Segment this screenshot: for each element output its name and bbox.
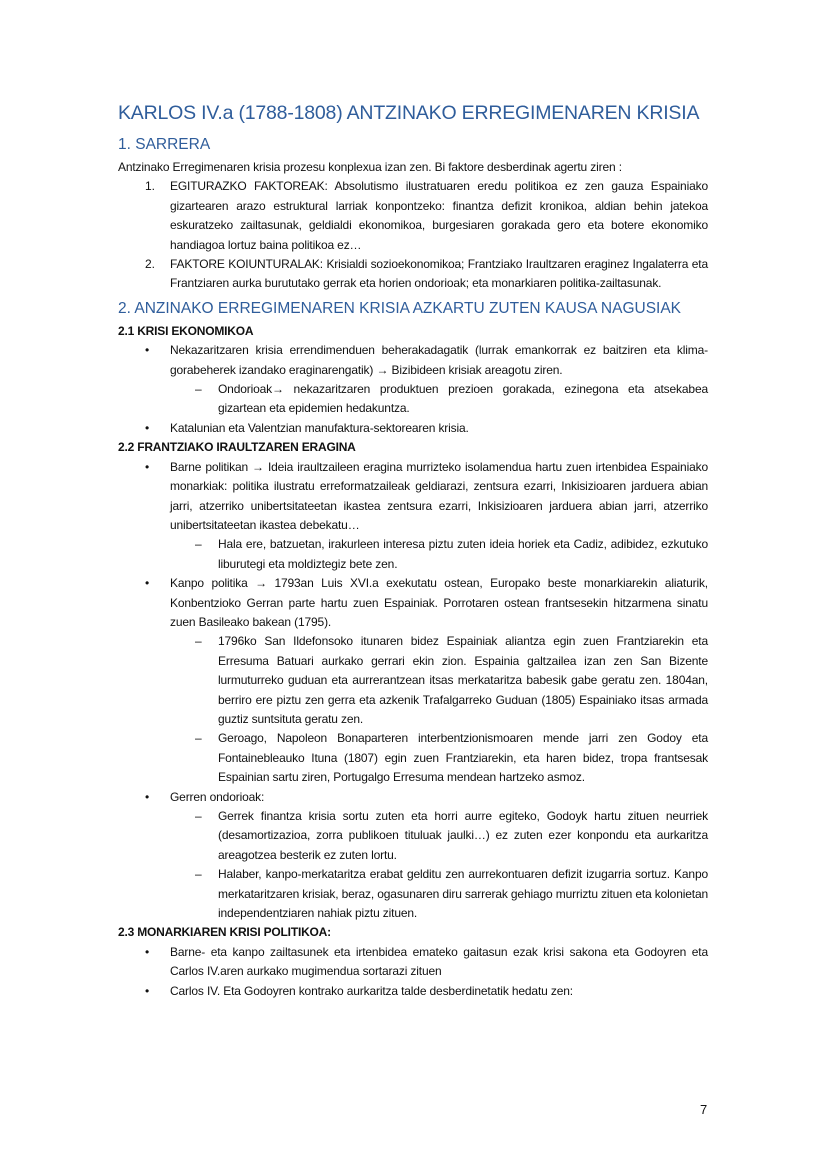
bullet-icon: • [145, 789, 150, 804]
list-item [118, 865, 708, 923]
list-item-text: Barne politikan → Ideia iraultzaileen eragina murrizteko isolamendua hartu zuen irtenbidea Espainiako monarkiak: politika ilustratu erreformatzaileak geldiarazi, zentsura ezarri, Inkisizioaren jarduera abian jarri, atzerriko unibertsitateetan ikastea zentsura ezarri, Inkisizioaren jarduera abian jarri, atzerriko unibertsitateetan ikastea debekatu… [170, 459, 708, 532]
subsection-heading: 2.3 MONARKIAREN KRISI POLITIKOA: [118, 925, 331, 940]
bullet-list [118, 943, 708, 1001]
list-item-text: Barne- eta kanpo zailtasunek eta irtenbidea emateko gaitasun ezak krisi sakona eta Godoyren eta Carlos IV.aren aurkako mugimendua sortarazi zituen [170, 944, 708, 979]
list-item-text: Ondorioak→ nekazaritzaren produktuen prezioen gorakada, ezinegona eta atsekabea gizartean eta epidemien hedakuntza. [218, 382, 708, 416]
list-item [118, 380, 708, 419]
bullet-icon: • [145, 343, 150, 358]
list-item-text: Katalunian eta Valentzian manufaktura-sektorearen krisia. [170, 420, 469, 435]
list-item [118, 574, 708, 632]
list-item [118, 788, 708, 807]
page-number: 7 [700, 1102, 708, 1117]
dash-icon: – [195, 867, 202, 882]
bullet-icon: • [145, 576, 150, 591]
section-heading-sarrera: 1. SARRERA [118, 136, 211, 153]
bullet-list [118, 341, 708, 438]
list-item-text: Nekazaritzaren krisia errendimenduen beherakadagatik (lurrak emankorrak ez baitziren eta klima-gorabeherek izandako eraginarengatik) → Bizibideen krisiak areagotu ziren. [170, 343, 708, 377]
section-heading-kausak: 2. ANZINAKO ERREGIMENAREN KRISIA AZKARTU ZUTEN KAUSA NAGUSIAK [118, 299, 682, 317]
list-item-text: Carlos IV. Eta Godoyren kontrako aurkaritza talde desberdinetatik hedatu zen: [170, 983, 573, 998]
factors-list [118, 177, 708, 293]
list-item [118, 982, 708, 1001]
intro-paragraph: Antzinako Erregimenaren krisia prozesu konplexua izan zen. Bi faktore desberdinak agertu ziren : [118, 160, 622, 174]
dash-icon: – [195, 634, 202, 649]
bullet-icon: • [145, 944, 150, 959]
list-item-text: EGITURAZKO FAKTOREAK: Absolutismo ilustratuaren eredu politikoa ez zen gauza Espainiako gizartearen arazo estruktural larriak konpontzeko: finantza defizit kronikoa, aldian behin jatekoa eskuratzeko zailtasunak, geldialdi ekonomikoa, burgesiaren gorakada gero eta botere ekonomiko handiagoa lortuz baina politikoa ez… [170, 179, 708, 252]
list-item-text: Hala ere, batzuetan, irakurleen interesa piztu zuten ideia horiek eta Cadiz, adibidez, ezkutuko liburutegi eta moldiztegiz bete zen. [218, 537, 708, 571]
list-item-text: 1796ko San Ildefonsoko itunaren bidez Espainiak aliantza egin zuen Frantziarekin eta Erresuma Batuari aurkako gerrari ekin zion. Espainia galtzailea izan zen San Bizente lurmuturreko guduan eta aurrerantzean itsas merkataritza babesik gabe geratu zen. 1804an, berriro ere piztu zen gerra eta azkenik Trafalgarreko Guduan (1805) Espainiako itsas armada guztiz suntsituta geratu zen. [218, 634, 708, 726]
list-number: 1. [145, 179, 156, 194]
list-item [118, 458, 708, 536]
list-item [118, 943, 708, 982]
list-item [118, 255, 708, 294]
list-item [118, 535, 708, 574]
list-item [118, 177, 708, 255]
bullet-icon: • [145, 459, 150, 474]
list-item-text: Geroago, Napoleon Bonaparteren interbentzionismoaren mende jarri zen Godoy eta Fontainebleauko Ituna (1807) egin zuen Frantziarekin, eta haren bidez, tropa frantsesak Espainian sartu ziren, Portugalgo Erresuma mendean hartzeko asmoz. [218, 731, 708, 785]
document-title: KARLOS IV.a (1788-1808) ANTZINAKO ERREGIMENAREN KRISIA [118, 102, 700, 124]
list-item-text: Halaber, kanpo-merkataritza erabat gelditu zen aurrekontuaren defizit izugarria sortuz. Kanpo merkataritzaren krisiak, beraz, ogasunaren diru sarrerak gehiago murriztu zituen eta kolonietan independentziaren nahiak piztu zituen. [218, 867, 709, 921]
dash-icon: – [195, 809, 202, 823]
dash-icon: – [195, 731, 202, 746]
list-number: 2. [145, 257, 156, 272]
dash-icon: – [195, 382, 202, 397]
list-item-text: Kanpo politika → 1793an Luis XVI.a exekutatu ostean, Europako beste monarkiarekin aliaturik, Konbentzioko Gerran parte hartu zuen Espainiak. Porrotaren ostean frantsesekin hitzarmena sinatu zuen Basileako bakean (1795). [170, 576, 708, 629]
subsection-heading: 2.1 KRISI EKONOMIKOA [118, 323, 254, 338]
bullet-icon: • [145, 983, 150, 998]
list-item-text: FAKTORE KOIUNTURALAK: Krisialdi sozioekonomikoa; Frantziako Iraultzaren eraginez Ingalaterra eta Frantziaren aurka burututako gerrak eta horien ondorioak; eta monarkiaren politika-zailtasunak. [170, 257, 708, 291]
bullet-icon: • [145, 420, 150, 435]
subsection-heading: 2.2 FRANTZIAKO IRAULTZAREN ERAGINA [118, 440, 356, 455]
dash-icon: – [195, 537, 202, 552]
list-item [118, 632, 708, 729]
list-item [118, 729, 708, 787]
list-item [118, 341, 708, 380]
bullet-list [118, 458, 708, 924]
list-item-text: Gerren ondorioak: [170, 789, 265, 804]
document-page [118, 100, 708, 1001]
list-item [118, 419, 708, 438]
list-item [118, 807, 708, 865]
list-item-text: Gerrek finantza krisia sortu zuten eta horri aurre egiteko, Godoyk hartu zituen neurriek (desamortizazioa, zorra publikoen tituluak jaulki…) ez zuten ezer konpondu eta aurkaritza areagotzea besterik ez zuten lortu. [218, 809, 708, 862]
